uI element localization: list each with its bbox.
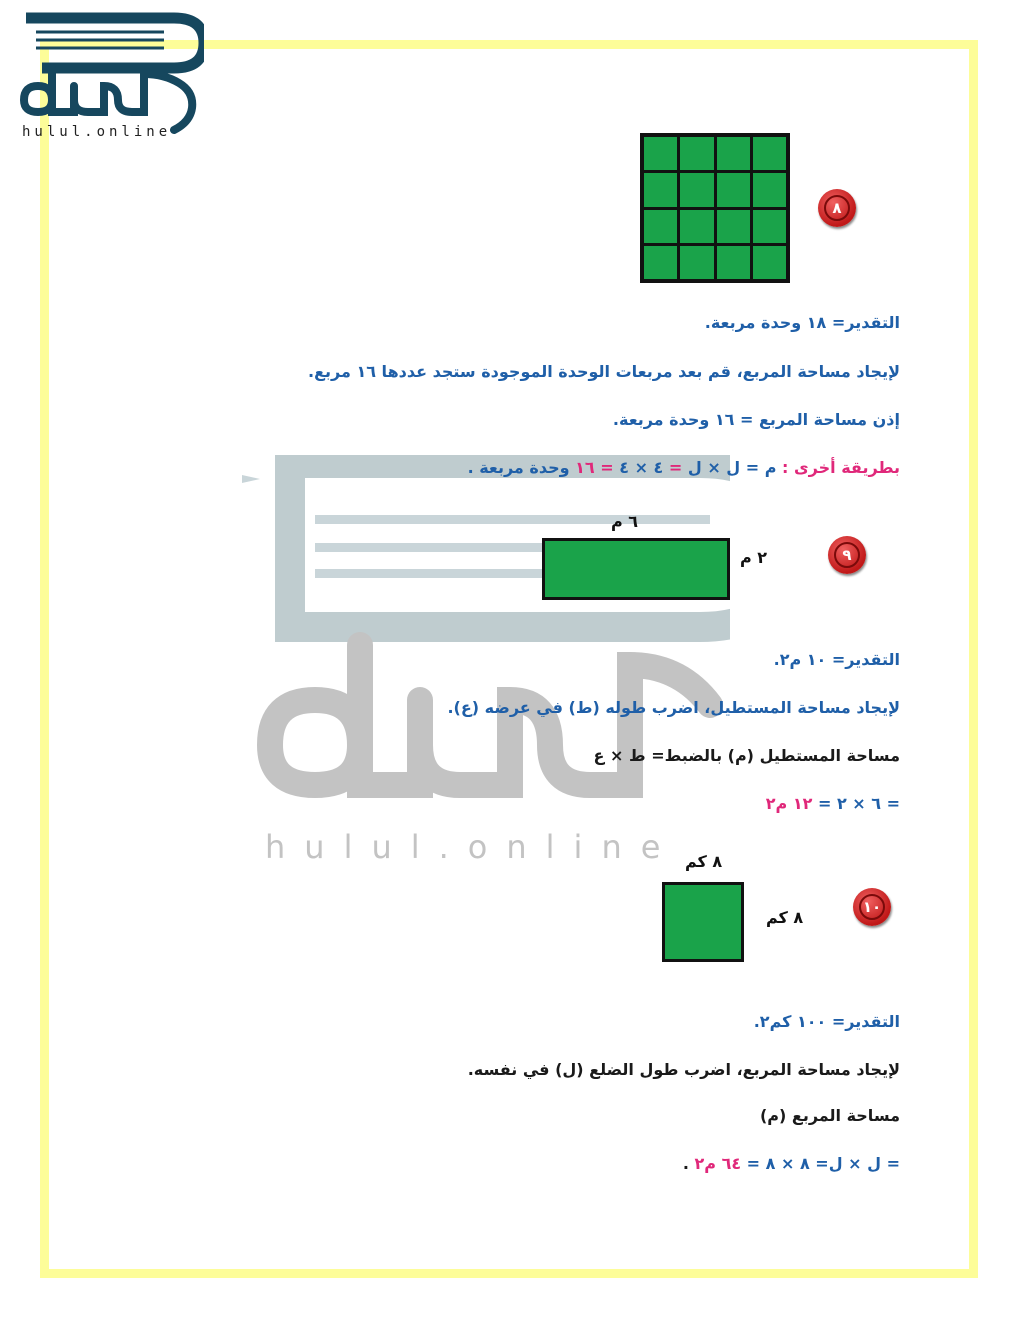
grid-cell [753, 173, 786, 206]
p8-alternative [140, 458, 900, 477]
rect-length-label: ٦ م [611, 512, 639, 531]
grid-cell [644, 173, 677, 206]
unit-square-grid [640, 133, 790, 283]
square-side-label: ٨ كم [766, 908, 804, 927]
watermark-latin-text: hulul.online [265, 828, 680, 866]
grid-cell [680, 210, 713, 243]
p9-line2: مساحة المستطيل (م) بالضبط= ط × ع [593, 746, 900, 765]
p9-line3 [140, 794, 900, 813]
p10-line3 [140, 1154, 900, 1173]
p8-line1: لإيجاد مساحة المربع، قم بعد مربعات الوحدة الموجودة ستجد عددها ١٦ مربع. [308, 362, 900, 381]
p8-alt-prefix: بطريقة أخرى : [782, 458, 900, 477]
p8-alt-values: ٤ × ٤ [619, 458, 664, 477]
grid-cell [644, 246, 677, 279]
p10-result: ٦٤ م٢ [694, 1154, 742, 1173]
p8-alt-result: ١٦ [575, 458, 595, 477]
grid-cell [717, 210, 750, 243]
grid-cell [717, 137, 750, 170]
rect-width-label: ٢ م [740, 548, 768, 567]
p10-line2: مساحة المربع (م) [759, 1106, 900, 1125]
p8-line2: إذن مساحة المربع = ١٦ وحدة مربعة. [612, 410, 900, 429]
p10-estimate: التقدير= ١٠٠ كم٢. [753, 1012, 900, 1031]
grid-cell [644, 210, 677, 243]
square-top-label: ٨ كم [685, 852, 723, 871]
problem-8-badge: ٨ [818, 189, 856, 227]
p9-result: ١٢ م٢ [765, 794, 813, 813]
square-shape [662, 882, 744, 962]
p8-alt-unit: وحدة مربعة . [467, 458, 570, 477]
p8-alt-eq1: = [668, 458, 683, 477]
grid-cell [680, 246, 713, 279]
problem-10-badge: ١٠ [853, 888, 891, 926]
p9-estimate: التقدير= ١٠ م٢. [773, 650, 900, 669]
rectangle-shape [542, 538, 730, 600]
p8-alt-eq2: = [600, 458, 614, 477]
p9-line1: لإيجاد مساحة المستطيل، اضرب طوله (ط) في عرضه (ع). [447, 698, 900, 717]
logo-latin-text: hulul.online [22, 124, 172, 140]
p10-end: . [682, 1154, 689, 1173]
p9-calc: = ٦ × ٢ = [817, 794, 900, 813]
grid-cell [717, 246, 750, 279]
p10-calc: = ل × ل= ٨ × ٨ = [746, 1154, 900, 1173]
grid-cell [753, 137, 786, 170]
p8-alt-formula: م = ل × ل [687, 458, 777, 477]
grid-cell [644, 137, 677, 170]
grid-cell [753, 210, 786, 243]
problem-9-badge: ٩ [828, 536, 866, 574]
p10-line1: لإيجاد مساحة المربع، اضرب طول الضلع (ل) في نفسه. [467, 1060, 900, 1079]
grid-cell [680, 173, 713, 206]
hulul-logo [14, 8, 204, 148]
grid-cell [680, 137, 713, 170]
grid-cell [753, 246, 786, 279]
grid-cell [717, 173, 750, 206]
p8-estimate: التقدير= ١٨ وحدة مربعة. [704, 313, 900, 332]
